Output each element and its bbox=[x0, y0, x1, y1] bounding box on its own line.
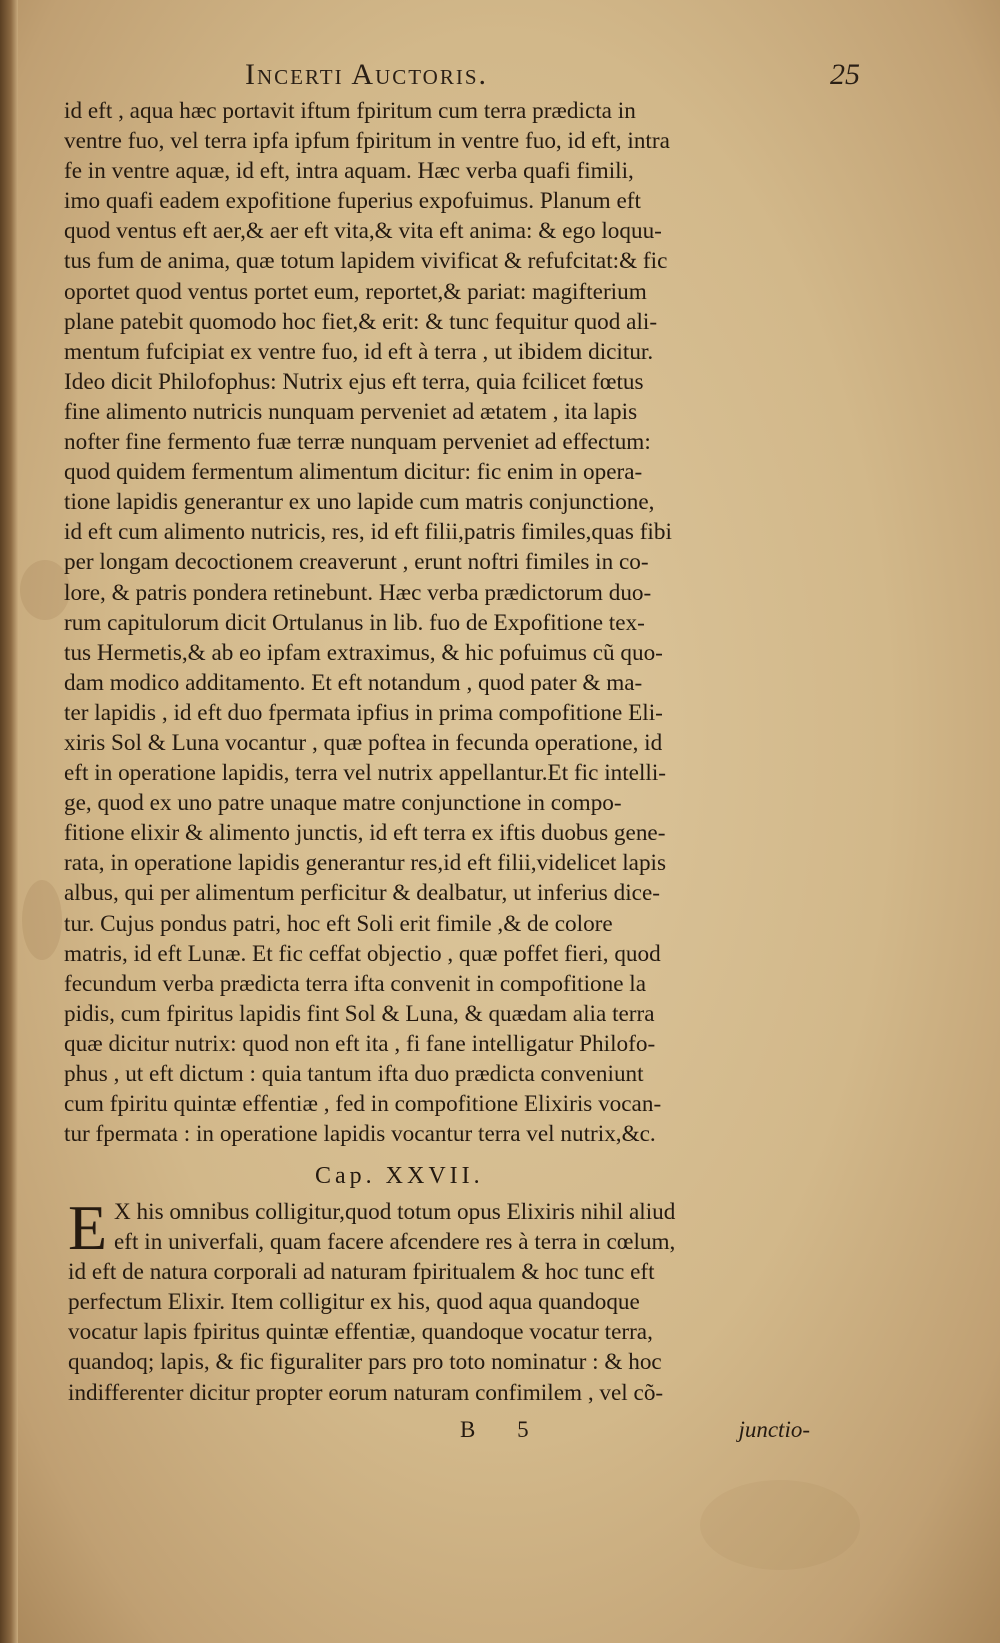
page-number: 25 bbox=[830, 58, 860, 91]
text-line: quod ventus eft aer,& aer eft vita,& vita eft anima: & ego loquu- bbox=[64, 218, 662, 245]
text-line: tur. Cujus pondus patri, hoc eft Soli erit fimile ,& de colore bbox=[64, 910, 613, 937]
text-line: oportet quod ventus portet eum, reportet,& pariat: magifterium bbox=[64, 278, 647, 305]
chapter-heading: Cap. XXVII. bbox=[315, 1163, 484, 1189]
text-line: nofter fine fermento fuæ terræ nunquam perveniet ad effectum: bbox=[64, 429, 651, 456]
text-line: tus fum de anima, quæ totum lapidem vivificat & refufcitat:& fic bbox=[64, 248, 668, 275]
text-line: ter lapidis , id eft duo fpermata ipfius in prima compofitione Eli- bbox=[64, 699, 663, 726]
text-line: xiris Sol & Luna vocantur , quæ poftea in fecunda operatione, id bbox=[64, 729, 663, 756]
text-line: phus , ut eft dictum : quia tantum ifta duo prædicta conveniunt bbox=[64, 1061, 644, 1087]
text-line: quæ dicitur nutrix: quod non eft ita , fi fane intelligatur Philofo- bbox=[64, 1030, 656, 1057]
text-line: vocatur lapis fpiritus quintæ effentiæ, quandoque vocatur terra, bbox=[68, 1319, 653, 1346]
text-line: X his omnibus colligitur,quod totum opus Elixiris nihil aliud bbox=[114, 1199, 676, 1225]
text-line: quandoq; lapis, & fic figuraliter pars pro toto nominatur : & hoc bbox=[68, 1349, 662, 1376]
text-line: fine alimento nutricis nunquam perveniet ad ætatem , ita lapis bbox=[64, 398, 638, 425]
text-line: rum capitulorum dicit Ortulanus in lib. fuo de Expofitione tex- bbox=[64, 609, 645, 636]
text-line: id eft de natura corporali ad naturam fpiritualem & hoc tunc eft bbox=[68, 1259, 655, 1286]
text-line: matris, id eft Lunæ. Et fic ceffat objectio , quæ poffet fieri, quod bbox=[64, 940, 661, 967]
text-line: dam modico additamento. Et eft notandum , quod pater & ma- bbox=[64, 669, 643, 696]
text-line: lore, & patris pondera retinebunt. Hæc verba prædictorum duo- bbox=[64, 579, 652, 606]
paper-stain bbox=[700, 1480, 860, 1570]
text-line: eft in operatione lapidis, terra vel nutrix appellantur.Et fic intelli- bbox=[64, 760, 667, 787]
text-line: fecundum verba prædicta terra ifta convenit in compofitione la bbox=[64, 970, 647, 997]
running-head: Incerti Auctoris. bbox=[245, 58, 489, 91]
chapter-text bbox=[68, 1192, 798, 1409]
text-line: tur fpermata : in operatione lapidis vocantur terra vel nutrix,&c. bbox=[64, 1121, 656, 1148]
text-line: id eft , aqua hæc portavit iftum fpiritum cum terra prædicta in bbox=[64, 98, 636, 124]
drop-cap: E bbox=[68, 1192, 108, 1263]
text-line: pidis, cum fpiritus lapidis fint Sol & Luna, & quædam alia terra bbox=[64, 1000, 655, 1027]
text-line: plane patebit quomodo hoc fiet,& erit: & tunc fequitur quod ali- bbox=[64, 308, 658, 335]
text-line: mentum fufcipiat ex ventre fuo, id eft à terra , ut ibidem dicitur. bbox=[64, 338, 654, 365]
text-line: quod quidem fermentum alimentum dicitur: fic enim in opera- bbox=[64, 459, 643, 486]
text-line: perfectum Elixir. Item colligitur ex his, quod aqua quandoque bbox=[68, 1289, 640, 1316]
text-line: albus, qui per alimentum perficitur & dealbatur, ut inferius dice- bbox=[64, 880, 660, 907]
paper-stain bbox=[22, 880, 62, 960]
text-line: ge, quod ex uno patre unaque matre conjunctione in compo- bbox=[64, 790, 622, 817]
text-line: fe in ventre aquæ, id eft, intra aquam. Hæc verba quafi fimili, bbox=[64, 158, 634, 185]
text-line: tione lapidis generantur ex uno lapide cum matris conjunctione, bbox=[64, 489, 655, 516]
text-line: eft in univerfali, quam facere afcendere res à terra in cœlum, bbox=[114, 1229, 676, 1256]
page-header bbox=[60, 58, 860, 98]
text-line: id eft cum alimento nutricis, res, id eft filii,patris fimiles,quas fibi bbox=[64, 519, 672, 546]
catchword: junctio- bbox=[738, 1417, 810, 1442]
text-line: tus Hermetis,& ab eo ipfam extraximus, & hic pofuimus cũ quo- bbox=[64, 639, 663, 666]
text-line: cum fpiritu quintæ effentiæ , fed in compofitione Elixiris vocan- bbox=[64, 1091, 662, 1118]
signature-mark: B 5 bbox=[460, 1417, 547, 1442]
text-line: rata, in operatione lapidis generantur res,id eft filii,videlicet lapis bbox=[64, 850, 667, 877]
text-line: Ideo dicit Philofophus: Nutrix ejus eft terra, quia fcilicet fœtus bbox=[64, 368, 644, 395]
text-line: ventre fuo, vel terra ipfa ipfum fpiritum in ventre fuo, id eft, intra bbox=[64, 128, 670, 155]
text-line: per longam decoctionem creaverunt , erunt noftri fimiles in co- bbox=[64, 549, 649, 576]
text-line: indifferenter dicitur propter eorum naturam confimilem , vel cõ- bbox=[68, 1379, 664, 1406]
page-footer bbox=[450, 1417, 810, 1447]
page-gutter-shadow bbox=[0, 0, 18, 1643]
main-text bbox=[64, 96, 794, 1149]
paper-stain bbox=[20, 560, 70, 620]
text-line: fitione elixir & alimento junctis, id eft terra ex iftis duobus gene- bbox=[64, 820, 666, 847]
text-line: imo quafi eadem expofitione fuperius expofuimus. Planum eft bbox=[64, 188, 641, 215]
